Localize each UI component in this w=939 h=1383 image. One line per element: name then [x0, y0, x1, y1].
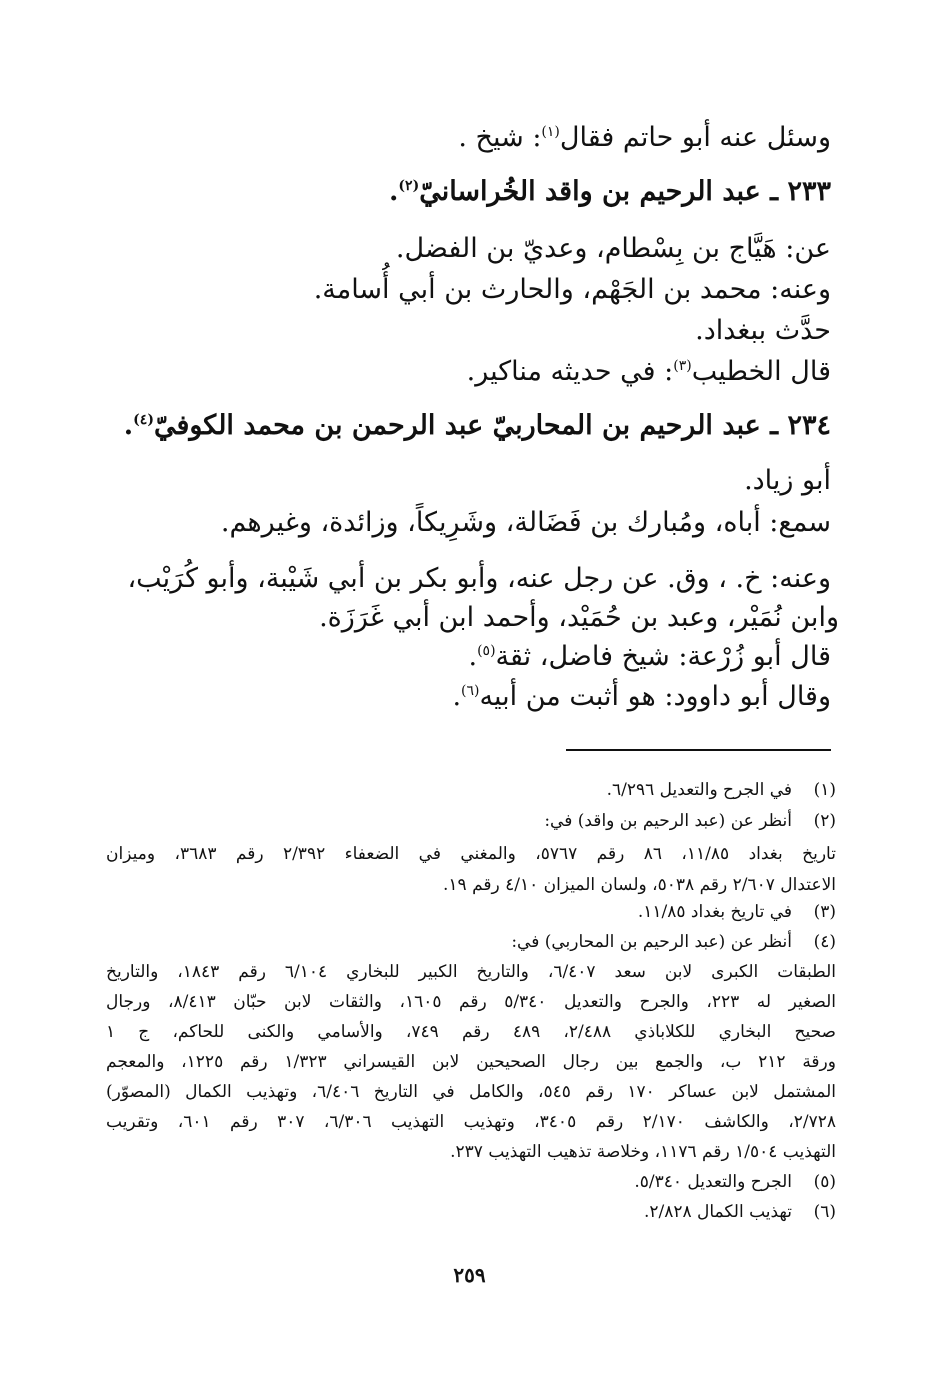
body-line-10: وعنه: خ. ، وق. عن رجل عنه، وأبو بكر بن أبي شَيْبة، وأبو كُرَيْب،: [127, 563, 831, 594]
footnote-2: (٢)أنظر عن (عبد الرحيم بن واقد) في:: [544, 811, 836, 831]
footnote-2-line-2: الاعتدال ٢/٦٠٧ رقم ٥٠٣٨، ولسان الميزان ٤/١٠ رقم ١٩.: [443, 875, 836, 895]
footnote-4-line-4: ورقة ٢١٢ ب، والجمع بين رجال الصحيحين لابن القيسراني ١/٣٢٣ رقم ١٢٢٥، والمعجم: [106, 1052, 836, 1072]
body-line-8: أبو زياد.: [744, 465, 831, 496]
body-line-9: سمع: أباه، ومُبارك بن فَضَالة، وشَرِيكاً، وزائدة، وغيرهم.: [220, 507, 831, 538]
footnote-marker-5[interactable]: (٥): [477, 643, 496, 659]
footnote-marker-1[interactable]: (١): [541, 124, 560, 140]
footnote-marker-4[interactable]: (٤): [133, 412, 154, 428]
footnote-4-line-3: صحيح البخاري للكلاباذي ٢/٤٨٨، ٤٨٩ رقم ٧٤٩، والأسامي والكنى للحاكم، ج ١: [106, 1022, 836, 1042]
entry-heading-234: ٢٣٤ ـ عبد الرحيم بن المحاربيّ عبد الرحمن بن محمد الكوفيّ$^{(٤)}$.: [123, 410, 831, 441]
footnote-marker-6[interactable]: (٦): [461, 683, 480, 699]
body-line-12: قال أبو زُرْعة: شيخ فاضل، ثقة$^{(٥)}$.: [468, 641, 831, 672]
footnote-4-line-2: الصغير له ٢٢٣، والجرح والتعديل ٥/٣٤٠ رقم ١٦٠٥، والثقات لابن حبّان ٨/٤١٣، ورجال: [106, 992, 836, 1012]
footnote-1: (١)في الجرح والتعديل ٦/٢٩٦.: [606, 780, 836, 800]
page-number: ٢٥٩: [453, 1263, 486, 1287]
body-line-1: وسئل عنه أبو حاتم فقال$^{(١)}$: شيخ .: [458, 122, 831, 153]
body-line-5: حدَّث ببغداد.: [695, 315, 831, 346]
entry-heading-233: ٢٣٣ ـ عبد الرحيم بن واقد الخُراسانيّ$^{(٢)}$.: [389, 176, 831, 207]
footnote-4-line-6: ٢/٧٢٨، والكاشف ٢/١٧٠ رقم ٣٤٠٥، وتهذيب التهذيب ٦/٣٠٦، ٣٠٧ رقم ٦٠١، وتقريب: [106, 1112, 836, 1132]
body-line-4: وعنه: محمد بن الجَهْم، والحارث بن أبي أُسامة.: [313, 274, 831, 305]
footnote-3: (٣)في تاريخ بغداد ١١/٨٥.: [637, 902, 836, 922]
footnote-4-line-5: المشتمل لابن عساكر ١٧٠ رقم ٥٤٥، والكامل في التاريخ ٦/٤٠٦، وتهذيب الكمال (المصوّر): [106, 1082, 836, 1102]
footnote-5: (٥)الجرح والتعديل ٥/٣٤٠.: [634, 1172, 836, 1192]
footnote-2-line-1: تاريخ بغداد ١١/٨٥، ٨٦ رقم ٥٧٦٧، والمغني في الضعفاء ٢/٣٩٢ رقم ٣٦٨٣، وميزان: [106, 844, 836, 864]
body-line-3: عن: هَيَّاج بن بِسْطام، وعديّ بن الفضل.: [395, 233, 831, 264]
body-line-13: وقال أبو داوود: هو أثبت من أبيه$^{(٦)}$.: [452, 681, 831, 712]
footnote-4: (٤)أنظر عن (عبد الرحيم بن المحاربي) في:: [511, 932, 836, 952]
body-line-6: قال الخطيب$^{(٣)}$: في حديثه مناكير.: [466, 356, 831, 387]
body-line-11: وابن نُمَيْر، وعبد بن حُمَيْد، وأحمد ابن أبي غَرَزَة.: [319, 602, 839, 633]
footnote-marker-3[interactable]: (٣): [673, 358, 692, 374]
footnote-marker-2[interactable]: (٢): [398, 178, 420, 194]
footnote-6: (٦)تهذيب الكمال ٢/٨٢٨.: [643, 1202, 836, 1222]
footnote-divider: [566, 749, 831, 751]
footnote-4-line-1: الطبقات الكبرى لابن سعد ٦/٤٠٧، والتاريخ الكبير للبخاري ٦/١٠٤ رقم ١٨٤٣، والتاريخ: [106, 962, 836, 982]
footnote-4-line-7: التهذيب ١/٥٠٤ رقم ١١٧٦، وخلاصة تذهيب التهذيب ٢٣٧.: [450, 1142, 836, 1162]
